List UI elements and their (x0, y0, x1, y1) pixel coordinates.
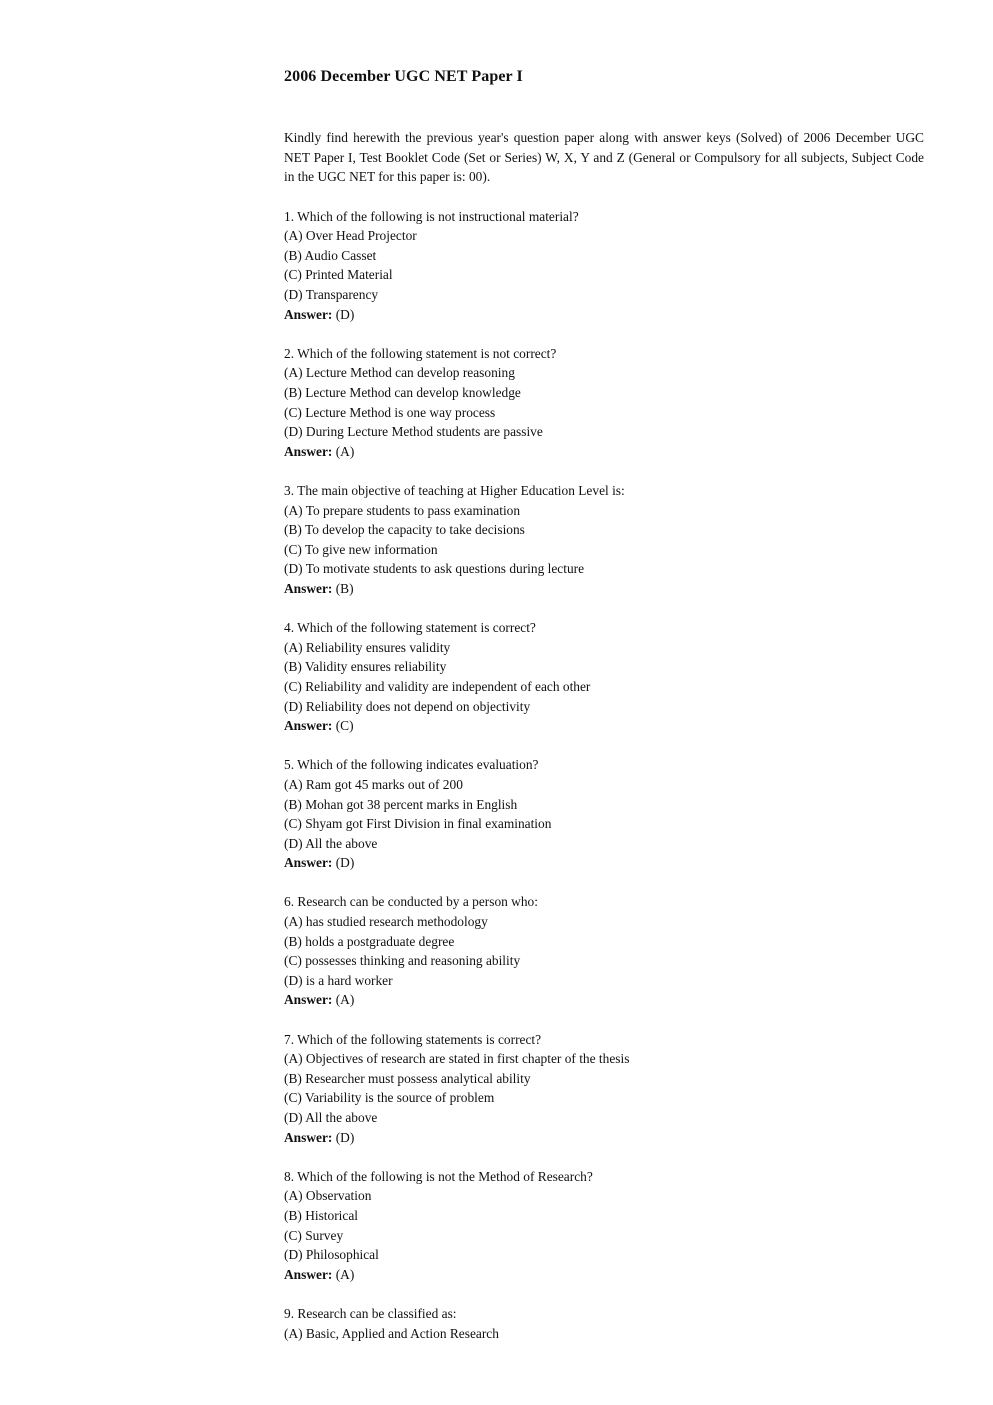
option-text: (C) To give new information (284, 541, 438, 557)
document-page (284, 66, 924, 1343)
option-text: (B) holds a postgraduate degree (284, 933, 455, 949)
answer-line (284, 716, 924, 736)
option-text: (B) Historical (284, 1207, 359, 1223)
option-text: (D) Transparency (284, 287, 379, 303)
option-text: (D) is a hard worker (284, 972, 393, 988)
answer-line (284, 990, 924, 1010)
question-text: 6. Research can be conducted by a person who: (284, 894, 538, 910)
option-text: (A) Basic, Applied and Action Research (284, 1325, 499, 1341)
option-text: (A) Observation (284, 1188, 372, 1204)
question-block (284, 1167, 924, 1285)
answer-line (284, 1265, 924, 1285)
option-text: (D) Reliability does not depend on objectivity (284, 698, 531, 714)
document-title: 2006 December UGC NET Paper I (284, 68, 523, 85)
option-text: (B) Researcher must possess analytical ability (284, 1070, 531, 1086)
question-block (284, 344, 924, 462)
option-text: (A) Over Head Projector (284, 228, 417, 244)
question-block (284, 1304, 924, 1343)
answer-label: Answer: (284, 1266, 333, 1282)
question-text: 9. Research can be classified as: (284, 1305, 457, 1321)
question-block (284, 755, 924, 873)
answer-label: Answer: (284, 580, 333, 596)
option-text: (A) Lecture Method can develop reasoning (284, 365, 515, 381)
option-text: (C) Shyam got First Division in final examination (284, 816, 552, 832)
intro-paragraph: Kindly find herewith the previous year's question paper along with answer keys (Solved) of 2006 December UGC NET Paper I, Test Booklet Code (Set or Series) W, X, Y and Z (General or Compulsory for all subjects, Subject Code in the UGC NET for this paper is: 00). (284, 130, 924, 185)
question-list (284, 207, 924, 1343)
answer-value: (D) (335, 855, 355, 871)
answer-line (284, 305, 924, 325)
option-text: (B) Lecture Method can develop knowledge (284, 385, 521, 401)
option-text: (C) Survey (284, 1227, 344, 1243)
option-text: (D) All the above (284, 835, 378, 851)
question-block (284, 618, 924, 736)
option-text: (B) Validity ensures reliability (284, 659, 447, 675)
option-text: (A) Ram got 45 marks out of 200 (284, 776, 463, 792)
option-text: (D) To motivate students to ask questions during lecture (284, 561, 585, 577)
question-block (284, 892, 924, 1010)
answer-value: (A) (335, 443, 355, 459)
question-text: 7. Which of the following statements is correct? (284, 1031, 542, 1047)
option-text: (C) Variability is the source of problem (284, 1090, 495, 1106)
answer-line (284, 853, 924, 873)
option-text: (B) To develop the capacity to take decisions (284, 522, 525, 538)
question-block (284, 207, 924, 325)
option-text: (A) Reliability ensures validity (284, 639, 451, 655)
question-text: 2. Which of the following statement is not correct? (284, 345, 557, 361)
question-text: 1. Which of the following is not instructional material? (284, 208, 579, 224)
option-text: (C) Printed Material (284, 267, 393, 283)
answer-label: Answer: (284, 443, 333, 459)
answer-value: (D) (335, 1129, 355, 1145)
answer-label: Answer: (284, 718, 333, 734)
option-text: (D) During Lecture Method students are passive (284, 424, 543, 440)
answer-value: (A) (335, 1266, 355, 1282)
answer-label: Answer: (284, 992, 333, 1008)
answer-value: (C) (335, 718, 354, 734)
option-text: (C) Reliability and validity are independent of each other (284, 678, 591, 694)
answer-value: (B) (335, 580, 354, 596)
option-text: (B) Audio Casset (284, 247, 377, 263)
option-text: (A) has studied research methodology (284, 914, 488, 930)
answer-value: (D) (335, 306, 355, 322)
answer-value: (A) (335, 992, 355, 1008)
option-text: (C) possesses thinking and reasoning ability (284, 953, 521, 969)
question-text: 5. Which of the following indicates evaluation? (284, 757, 539, 773)
option-text: (D) Philosophical (284, 1247, 379, 1263)
answer-label: Answer: (284, 1129, 333, 1145)
option-text: (A) To prepare students to pass examination (284, 502, 521, 518)
option-text: (D) All the above (284, 1110, 378, 1126)
question-text: 4. Which of the following statement is correct? (284, 620, 536, 636)
answer-line (284, 1128, 924, 1148)
question-block (284, 1030, 924, 1148)
question-block (284, 481, 924, 599)
answer-line (284, 579, 924, 599)
option-text: (C) Lecture Method is one way process (284, 404, 496, 420)
question-text: 8. Which of the following is not the Method of Research? (284, 1168, 593, 1184)
option-text: (B) Mohan got 38 percent marks in English (284, 796, 518, 812)
question-text: 3. The main objective of teaching at Higher Education Level is: (284, 483, 625, 499)
answer-label: Answer: (284, 306, 333, 322)
option-text: (A) Objectives of research are stated in first chapter of the thesis (284, 1051, 630, 1067)
answer-label: Answer: (284, 855, 333, 871)
answer-line (284, 442, 924, 462)
